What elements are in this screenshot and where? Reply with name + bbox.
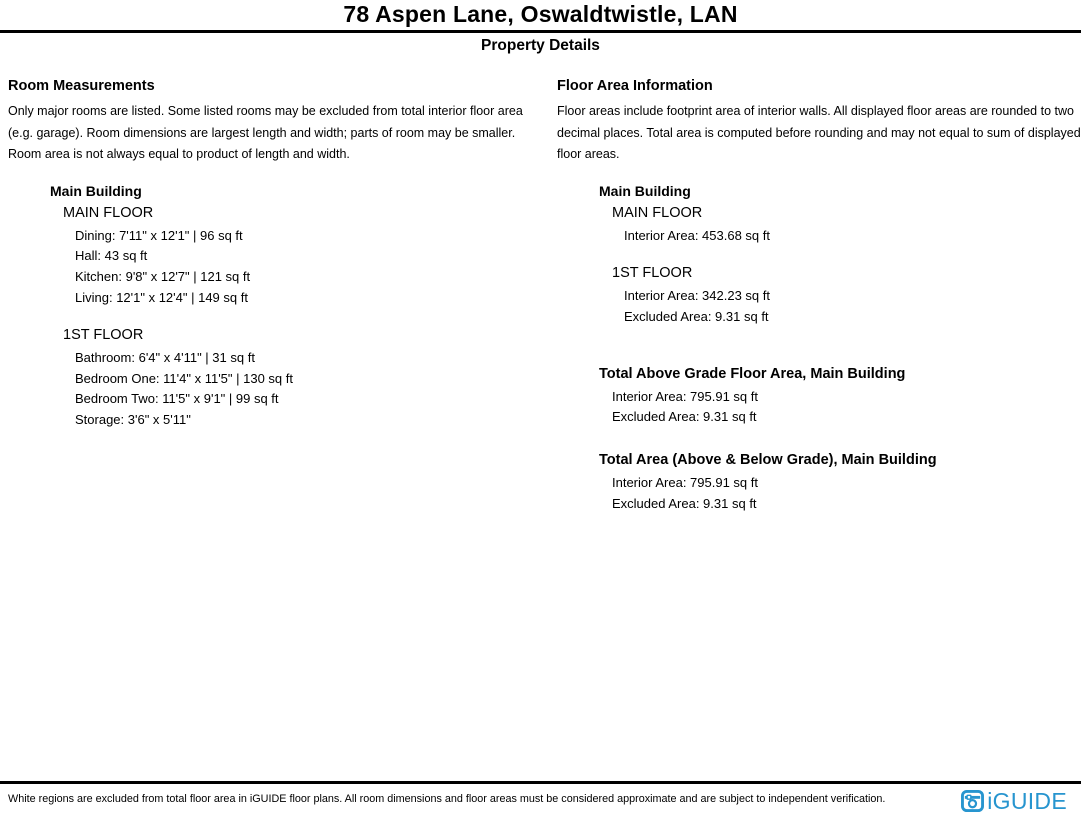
total-heading: Total Area (Above & Below Grade), Main Building (599, 452, 937, 469)
page-subtitle: Property Details (481, 37, 600, 54)
room-item: Bedroom Two: 11'5" x 9'1" | 99 sq ft (75, 391, 279, 407)
iguide-logo (961, 789, 1067, 813)
footer-disclaimer: White regions are excluded from total floor area in iGUIDE floor plans. All room dimensions and floor areas must be considered approximate and are subject to independent verification. (8, 793, 886, 805)
description-line: (e.g. garage). Room dimensions are largest length and width; parts of room may be smaller. (8, 125, 516, 140)
room-item: Storage: 3'6" x 5'11" (75, 411, 191, 427)
area-item: Interior Area: 342.23 sq ft (624, 288, 770, 304)
building-name: Main Building (50, 182, 142, 199)
iguide-logo-text: iGUIDE (987, 788, 1067, 814)
area-item: Excluded Area: 9.31 sq ft (624, 308, 769, 324)
page-title: 78 Aspen Lane, Oswaldtwistle, LAN (343, 1, 738, 27)
top-divider (0, 30, 1081, 33)
area-item: Excluded Area: 9.31 sq ft (612, 409, 757, 425)
floor-1st-floor-areas (612, 264, 1081, 327)
floor-name: 1ST FLOOR (612, 265, 693, 282)
total-above-grade (599, 366, 1081, 429)
room-measurements-heading: Room Measurements (8, 78, 155, 94)
room-item: Hall: 43 sq ft (75, 248, 148, 264)
area-item: Excluded Area: 9.31 sq ft (612, 495, 757, 511)
description-line: decimal places. Total area is computed before rounding and may not equal to sum of displayed (557, 125, 1081, 140)
description-line: Only major rooms are listed. Some listed rooms may be excluded from total interior floor area (8, 104, 523, 118)
room-item: Bathroom: 6'4" x 4'11" | 31 sq ft (75, 350, 255, 366)
room-item: Bedroom One: 11'4" x 11'5" | 130 sq ft (75, 370, 293, 386)
floor-main-floor-areas (612, 204, 1081, 247)
description-line: Room area is not always equal to product of length and width. (8, 147, 350, 162)
floor-1st-floor (63, 326, 533, 430)
description-line: floor areas. (557, 147, 620, 162)
room-item: Kitchen: 9'8" x 12'7" | 121 sq ft (75, 268, 251, 284)
room-item: Living: 12'1" x 12'4" | 149 sq ft (75, 289, 248, 305)
room-item: Dining: 7'11" x 12'1" | 96 sq ft (75, 227, 243, 243)
area-item: Interior Area: 795.91 sq ft (612, 388, 758, 404)
footer (0, 781, 1081, 813)
floor-main-floor (63, 204, 533, 308)
floor-area-information-description (557, 101, 1081, 166)
area-item: Interior Area: 453.68 sq ft (624, 227, 770, 243)
room-measurements-description (8, 101, 533, 166)
totals-section (599, 366, 1081, 515)
floor-name: MAIN FLOOR (612, 204, 703, 221)
area-item: Interior Area: 795.91 sq ft (612, 475, 758, 491)
camera-icon (961, 790, 984, 812)
total-heading: Total Above Grade Floor Area, Main Building (599, 365, 906, 382)
floor-area-information-heading: Floor Area Information (557, 78, 713, 94)
floor-name: MAIN FLOOR (63, 204, 154, 221)
building-name: Main Building (599, 182, 691, 199)
floor-area-information-section (557, 78, 1081, 515)
room-measurements-section (8, 78, 533, 431)
description-line: Floor areas include footprint area of interior walls. All displayed floor areas are rounded to two (557, 104, 1074, 118)
building-rooms (50, 183, 533, 431)
total-above-below-grade (599, 452, 1081, 515)
floor-name: 1ST FLOOR (63, 327, 144, 344)
building-floor-areas (599, 183, 1081, 328)
